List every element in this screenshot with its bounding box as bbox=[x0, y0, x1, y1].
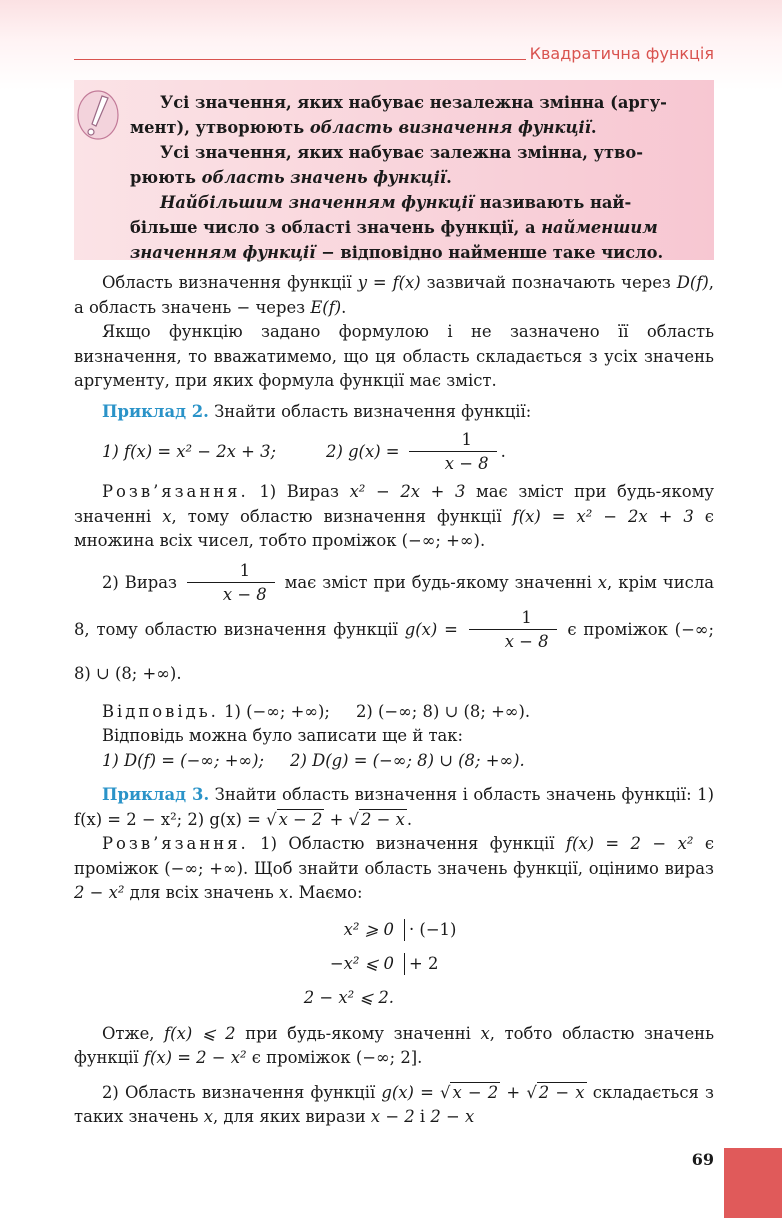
solution-1: Розв’язання. 1) Вираз x² − 2x + 3 має зміст при будь-якому значенні x, тому областю визначення функції f(x) = x² − 2x + 3 є множина всіх чисел, тобто проміжок (−∞; +∞). bbox=[74, 482, 714, 550]
fraction: $\frac{1}{x - 8}$ bbox=[469, 607, 557, 654]
term-domain: область визначення функції bbox=[309, 118, 591, 137]
example-2-heading: Приклад 2. Знайти область визначення функції: bbox=[102, 401, 532, 421]
exclamation-icon bbox=[76, 88, 122, 142]
paragraph-notation: Область визначення функції y = f(x) зазвичай позначають через D(f), а область значень − через E(f). bbox=[74, 273, 714, 317]
definition-box bbox=[74, 80, 714, 260]
header-rule bbox=[74, 59, 526, 60]
fraction: $\frac{1}{x - 8}$ bbox=[187, 560, 275, 607]
corner-tab bbox=[724, 1148, 782, 1218]
definition-max-min: Найбільшим значенням функції називають най- bbox=[160, 193, 632, 212]
definition-text: Усі значення, яких набуває незалежна змінна (аргу- мент), утворюють область визначення функції. Усі значення, яких набуває залежна змінна, утво- рюють область значень функції. Найбільшим значенням функції називають най- більше число з області значень функції, а найменшим значенням функції − відповідно найменше таке число. bbox=[130, 90, 705, 265]
alternative-answer: 1) D(f) = (−∞; +∞); 2) D(g) = (−∞; 8) ∪ (8; +∞). bbox=[102, 750, 525, 770]
solution-3: Розв’язання. 1) Областю визначення функції f(x) = 2 − x² є проміжок (−∞; +∞). Щоб знайти область значень функції, оцінимо вираз 2 − x² для всіх значень x. Маємо: bbox=[74, 834, 714, 902]
definition-domain: Усі значення, яких набуває незалежна змінна (аргу- bbox=[160, 93, 667, 112]
page-number: 69 bbox=[691, 1150, 714, 1169]
example-3-heading: Приклад 3. Знайти область визначення і область значень функції: 1) f(x) = 2 − x²; 2) g(x) = √ x − 2 + √ 2 − x . bbox=[74, 785, 714, 829]
main-content bbox=[74, 271, 714, 1130]
example-2-label: Приклад 2. bbox=[102, 401, 209, 421]
solution-label: Розв’язання. bbox=[102, 482, 249, 501]
example-2-items: 1) f(x) = x² − 2x + 3; 2) g(x) = $\frac{1}{x - 8}$ . bbox=[74, 424, 714, 480]
definition-range: Усі значення, яких набуває залежна змінна, утво- bbox=[160, 143, 643, 162]
header-title: Квадратична функція bbox=[529, 44, 714, 63]
answer-1: Відповідь. 1) (−∞; +∞); 2) (−∞; 8) ∪ (8; +∞). bbox=[102, 701, 531, 721]
solution-3-part-2: 2) Область визначення функції g(x) = √ x − 2 + √ 2 − x складається з таких значень x, для яких вирази x − 2 і 2 − x bbox=[74, 1082, 714, 1126]
solution-2: 2) Вираз $\frac{1}{x - 8}$ має зміст при будь-якому значенні x, крім числа 8, тому областю визначення функції g(x) = $\frac{1}{x - 8}$ є проміжок (−∞; 8) ∪ (8; +∞). bbox=[74, 560, 715, 683]
inequality-row: −x² ⩽ 0 + 2 bbox=[74, 948, 714, 982]
example-3-label: Приклад 3. bbox=[102, 785, 210, 804]
fraction: $\frac{1}{x - 8}$ bbox=[409, 429, 497, 476]
term-range: область значень функції bbox=[201, 168, 447, 187]
inequality-row: x² ⩾ 0 · (−1) bbox=[74, 914, 714, 948]
paragraph-formula: Якщо функцію задано формулою і не зазначено її область визначення, то вважатимемо, що ця область складається з усіх значень аргументу, при яких формула функції має зміст. bbox=[74, 322, 714, 390]
alternative-line: Відповідь можна було записати ще й так: bbox=[102, 726, 464, 745]
inequality-row: 2 − x² ⩽ 2. bbox=[303, 987, 394, 1007]
running-header bbox=[74, 40, 714, 70]
conclusion: Отже, f(x) ⩽ 2 при будь-якому значенні x, тобто областю значень функції f(x) = 2 − x² є проміжок (−∞; 2]. bbox=[74, 1023, 715, 1067]
